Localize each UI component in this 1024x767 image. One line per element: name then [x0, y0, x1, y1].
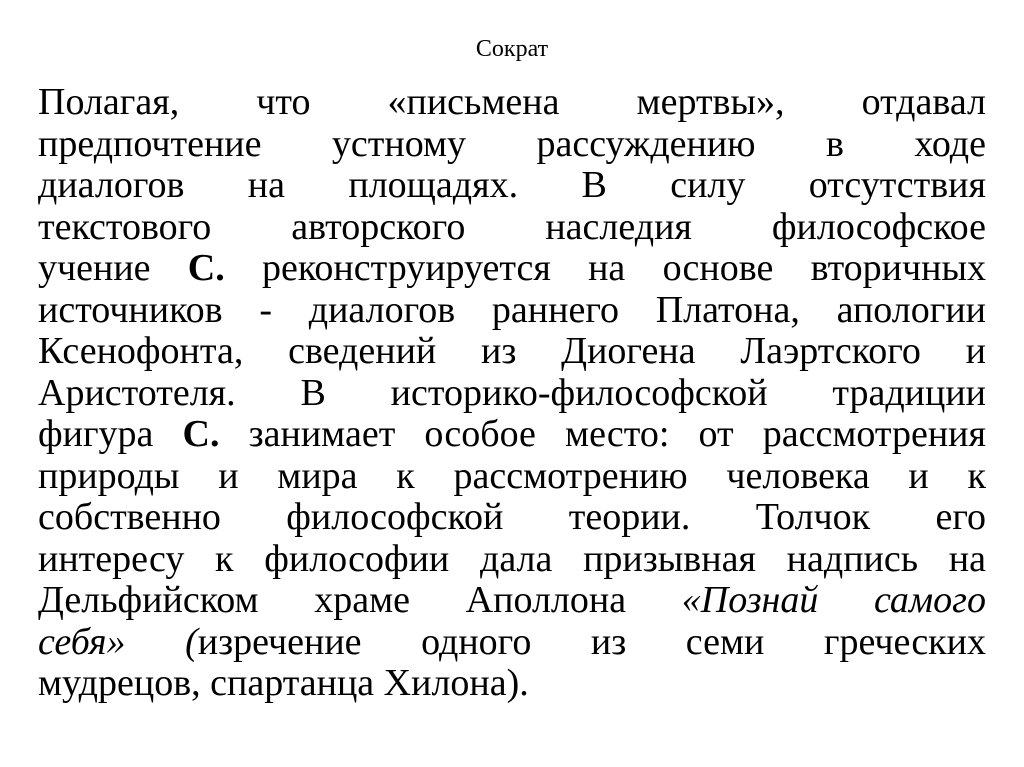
bold-abbreviation: С.: [182, 414, 220, 455]
text-line: [38, 580, 986, 622]
text-segment: предпочтение устному рассуждению в ходе: [38, 123, 986, 165]
text-segment: Аристотеля. В историко-философской традиции: [38, 372, 986, 414]
text-line: [38, 539, 986, 581]
text-line: [38, 663, 986, 705]
text-segment: учение: [38, 248, 188, 289]
text-segment: изречение одного из семи греческих: [197, 621, 986, 663]
text-segment: источников - диалогов раннего Платона, апологии: [38, 289, 986, 331]
text-line: [38, 124, 986, 166]
text-segment: Ксенофонта, сведений из Диогена Лаэртского и: [38, 331, 986, 372]
text-segment: диалогов на площадях. В силу отсутствия: [38, 165, 986, 206]
text-line: [38, 248, 986, 290]
italic-quote: «Познай самого: [681, 580, 986, 621]
text-segment: природы и мира к рассмотрению человека и к: [38, 455, 986, 497]
text-line: [38, 165, 986, 207]
text-segment: занимает особое место: от рассмотрения: [219, 414, 986, 455]
italic-quote: себя» (: [38, 621, 198, 663]
text-line: [38, 207, 986, 249]
text-segment: мудрецов, спартанца Хилона).: [38, 663, 529, 704]
text-segment: интересу к философии дала призывная надпись на: [38, 538, 986, 580]
text-line: [38, 373, 986, 415]
text-line: [38, 622, 986, 664]
text-line: [38, 82, 986, 124]
text-segment: собственно философской теории. Толчок его: [38, 497, 986, 538]
text-segment: текстового авторского наследия философское: [38, 206, 986, 248]
text-segment: Дельфийском храме Аполлона: [38, 580, 682, 621]
text-line: [38, 290, 986, 332]
text-segment: реконструируется на основе вторичных: [224, 248, 986, 289]
text-line: [38, 456, 986, 498]
bold-abbreviation: С.: [187, 248, 225, 289]
text-segment: Полагая, что «письмена мертвы», отдавал: [38, 82, 986, 123]
text-line: [38, 497, 986, 539]
text-line: [38, 414, 986, 456]
slide-title: Сократ: [475, 36, 549, 62]
body-paragraph: [38, 82, 986, 705]
text-line: [38, 331, 986, 373]
text-segment: фигура: [38, 414, 183, 455]
